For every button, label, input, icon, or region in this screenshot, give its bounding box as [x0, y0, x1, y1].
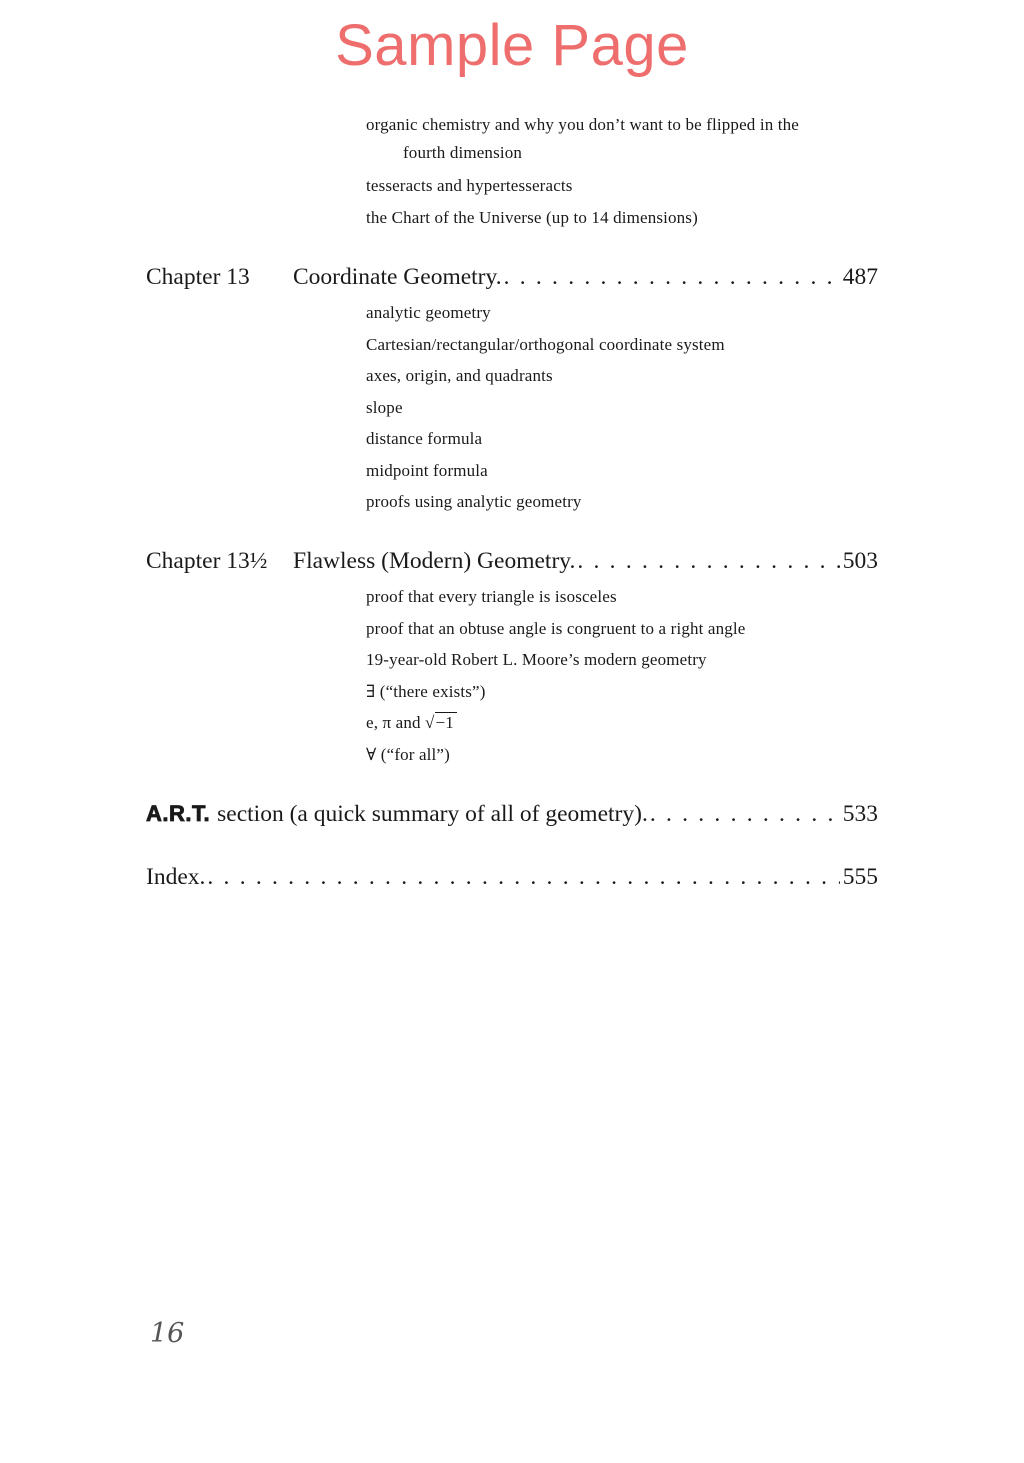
dot-leader	[504, 264, 840, 291]
page-number: 555	[842, 864, 878, 890]
topic-item: the Chart of the Universe (up to 14 dimensions)	[366, 207, 698, 227]
topic-text: e, π and	[366, 713, 421, 732]
toc-entry-chapter-13[interactable]	[146, 264, 878, 291]
topic-item: ∀ (“for all”)	[366, 744, 450, 764]
chapter-13-topic-list	[366, 297, 886, 518]
toc-entry-chapter-13-half[interactable]	[146, 548, 878, 575]
chapter-label: Chapter 13	[146, 264, 250, 290]
dot-leader	[650, 801, 840, 828]
sqrt-neg-one	[425, 707, 457, 739]
topic-item-continuation: fourth dimension	[403, 143, 523, 162]
art-title: section (a quick summary of all of geometry).	[217, 801, 648, 827]
chapter-label: Chapter 13½	[146, 548, 268, 574]
page-folio-number: 16	[150, 1318, 185, 1349]
topic-item: proofs using analytic geometry	[366, 492, 582, 511]
topic-item: proof that every triangle is isosceles	[366, 587, 617, 606]
chapter-title: Coordinate Geometry.	[293, 264, 502, 290]
topic-item: organic chemistry and why you don’t want to be flipped in the	[366, 115, 799, 134]
page-number: 487	[842, 264, 878, 290]
chapter-13-half-topic-list	[366, 581, 886, 770]
topic-item: distance formula	[366, 429, 483, 448]
chapter-title: Flawless (Modern) Geometry.	[293, 548, 576, 574]
topic-item: analytic geometry	[366, 303, 491, 322]
topic-item: axes, origin, and quadrants	[366, 366, 553, 385]
dot-leader	[207, 864, 839, 891]
topic-item: midpoint formula	[366, 460, 488, 480]
topic-item: tesseracts and hypertesseracts	[366, 176, 573, 195]
toc-entry-index[interactable]	[146, 864, 878, 891]
art-logo: A.R.T.	[146, 801, 211, 826]
carryover-topic-list	[366, 111, 886, 233]
index-title: Index.	[146, 864, 206, 890]
page-number: 503	[842, 548, 878, 574]
topic-item: proof that an obtuse angle is congruent to a right angle	[366, 618, 746, 638]
radicand: −1	[435, 712, 457, 732]
radical-sign: √	[425, 713, 435, 732]
topic-item-euler-pi-sqrt	[366, 707, 886, 739]
page-number: 533	[842, 801, 878, 827]
topic-item: 19-year-old Robert L. Moore’s modern geometry	[366, 650, 707, 669]
sample-page-watermark: Sample Page	[335, 13, 689, 78]
topic-item: Cartesian/rectangular/orthogonal coordinate system	[366, 334, 725, 354]
topic-item: ∃ (“there exists”)	[366, 681, 486, 701]
dot-leader	[577, 548, 839, 575]
toc-entry-art-section[interactable]	[146, 801, 878, 828]
topic-item: slope	[366, 397, 403, 417]
